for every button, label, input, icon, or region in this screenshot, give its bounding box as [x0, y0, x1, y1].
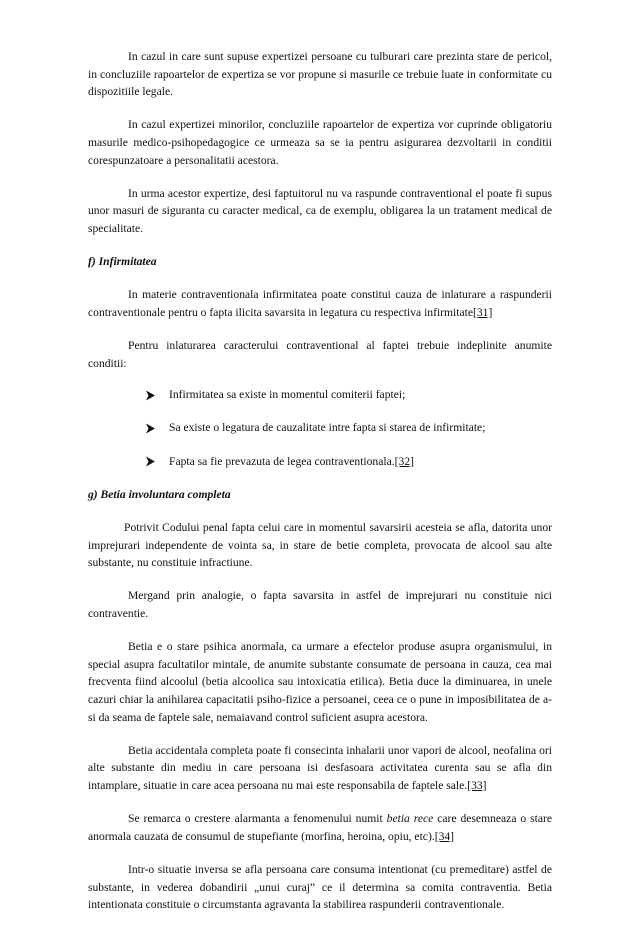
paragraph-analogie: Mergand prin analogie, o fapta savarsita in astfel de imprejurari nu constituie nici contraventie.: [88, 589, 552, 620]
paragraph-infirmitate-cauza: [88, 286, 552, 321]
list-item: [145, 453, 552, 471]
paragraph-betia-definitie: Betia e o stare psihica anormala, ca urmare a efectelor produse asupra organismului, in special asupra facultatilor mintale, de anumite substante consumate de persoana in cauza, cea mai frecventa fiind alcoolul (betia alcoolica sau intoxicatia etilica). Betia duce la diminuarea, in unele cazuri chiar la anihilarea capacitatii psiho-fizice a persoanei, ceea ce o pune in imposibilitatea de a-si da seama de faptele sale, nemaiavand control suficient asupra acestora.: [88, 640, 552, 724]
footnote-link-32[interactable]: [32]: [394, 454, 414, 468]
arrow-bullet-icon: [145, 386, 169, 404]
paragraph-text: Se remarca o crestere alarmanta a fenomenului numit: [128, 812, 387, 826]
list-item-text: Infirmitatea sa existe in momentul comiterii faptei;: [169, 388, 406, 402]
list-item-text: [169, 453, 414, 471]
paragraph-expertiza-minori: In cazul expertizei minorilor, concluziile rapoartelor de expertiza vor cuprinde obligatoriu masurile medico-psihopedagogice ce urmeaza sa se ia pentru asigurarea dezvoltarii in conditii corespunzatoare a personalitatii acestora.: [88, 118, 552, 167]
paragraph-text: In materie contraventionala infirmitatea poate constitui cauza de inlaturare a raspunderii contraventionale pentru o fapta ilicita savarsita in legatura cu respectiva infirmitate: [88, 288, 552, 319]
list-item: [145, 386, 552, 404]
paragraph-masuri-siguranta: In urma acestor expertize, desi faptuitorul nu va raspunde contraventional el poate fi supus unor masuri de siguranta cu caracter medical, ca de exemplu, obligarea la un tratament medical de specialitate.: [88, 186, 552, 235]
section-heading-infirmitatea: f) Infirmitatea: [88, 255, 157, 269]
paragraph-betia-accidentala: [88, 742, 552, 795]
list-item-text-part: Fapta sa fie prevazuta de legea contraventionala.: [169, 454, 395, 468]
paragraph-conditii-intro: Pentru inlaturarea caracterului contraventional al faptei trebuie indeplinite anumite conditii:: [88, 339, 552, 370]
paragraph-text: care desemneaza o stare anormala cauzata de consumul de stupefiante (morfina, heroina, opiu, etc).: [88, 812, 553, 843]
footnote-link-33[interactable]: [33]: [467, 778, 487, 792]
paragraph-betia-rece: [88, 810, 552, 845]
paragraph-expertiza-pericol: In cazul in care sunt supuse expertizei persoane cu tulburari care prezinta stare de pericol, in concluziile rapoartelor de expertiza se vor propune si masurile ce trebuie luate in conformitate cu dispozitiile legale.: [88, 50, 552, 99]
arrow-bullet-icon: [145, 453, 169, 471]
conditions-list: [88, 386, 552, 470]
paragraph-text: Betia accidentala completa poate fi consecinta inhalarii unor vapori de alcool, neofalina ori alte substante din mediu in care persoana isi desfasoara activitatea curenta sau se afla din intamplare, situatie in care acea persoana nu mai este responsabila de faptele sale.: [88, 743, 552, 792]
footnote-link-34[interactable]: [34]: [434, 829, 455, 843]
paragraph-cod-penal: Potrivit Codului penal fapta celui care in momentul savarsirii acesteia se afla, datorita unor imprejurari independente de vointa sa, in stare de betie completa, provocata de alcool sau alte substante, nu constituie infractiune.: [88, 521, 552, 570]
italic-term: betia rece: [386, 812, 434, 826]
paragraph-betia-intentionata: Intr-o situatie inversa se afla persoana care consuma intentionat (cu premeditare) astfel de substante, in vederea dobandirii „unui curaj” ce il determina sa comita contraventia. Betia intentionata constituie o circumstanta agravanta la stabilirea raspunderii contraventionale.: [88, 862, 552, 912]
list-item-text: Sa existe o legatura de cauzalitate intre fapta si starea de infirmitate;: [169, 421, 486, 435]
arrow-bullet-icon: [145, 419, 169, 437]
list-item: [145, 419, 552, 437]
footnote-link-31[interactable]: [31]: [473, 305, 493, 319]
section-heading-betia: g) Betia involuntara completa: [88, 487, 231, 501]
text-column: [88, 48, 552, 929]
